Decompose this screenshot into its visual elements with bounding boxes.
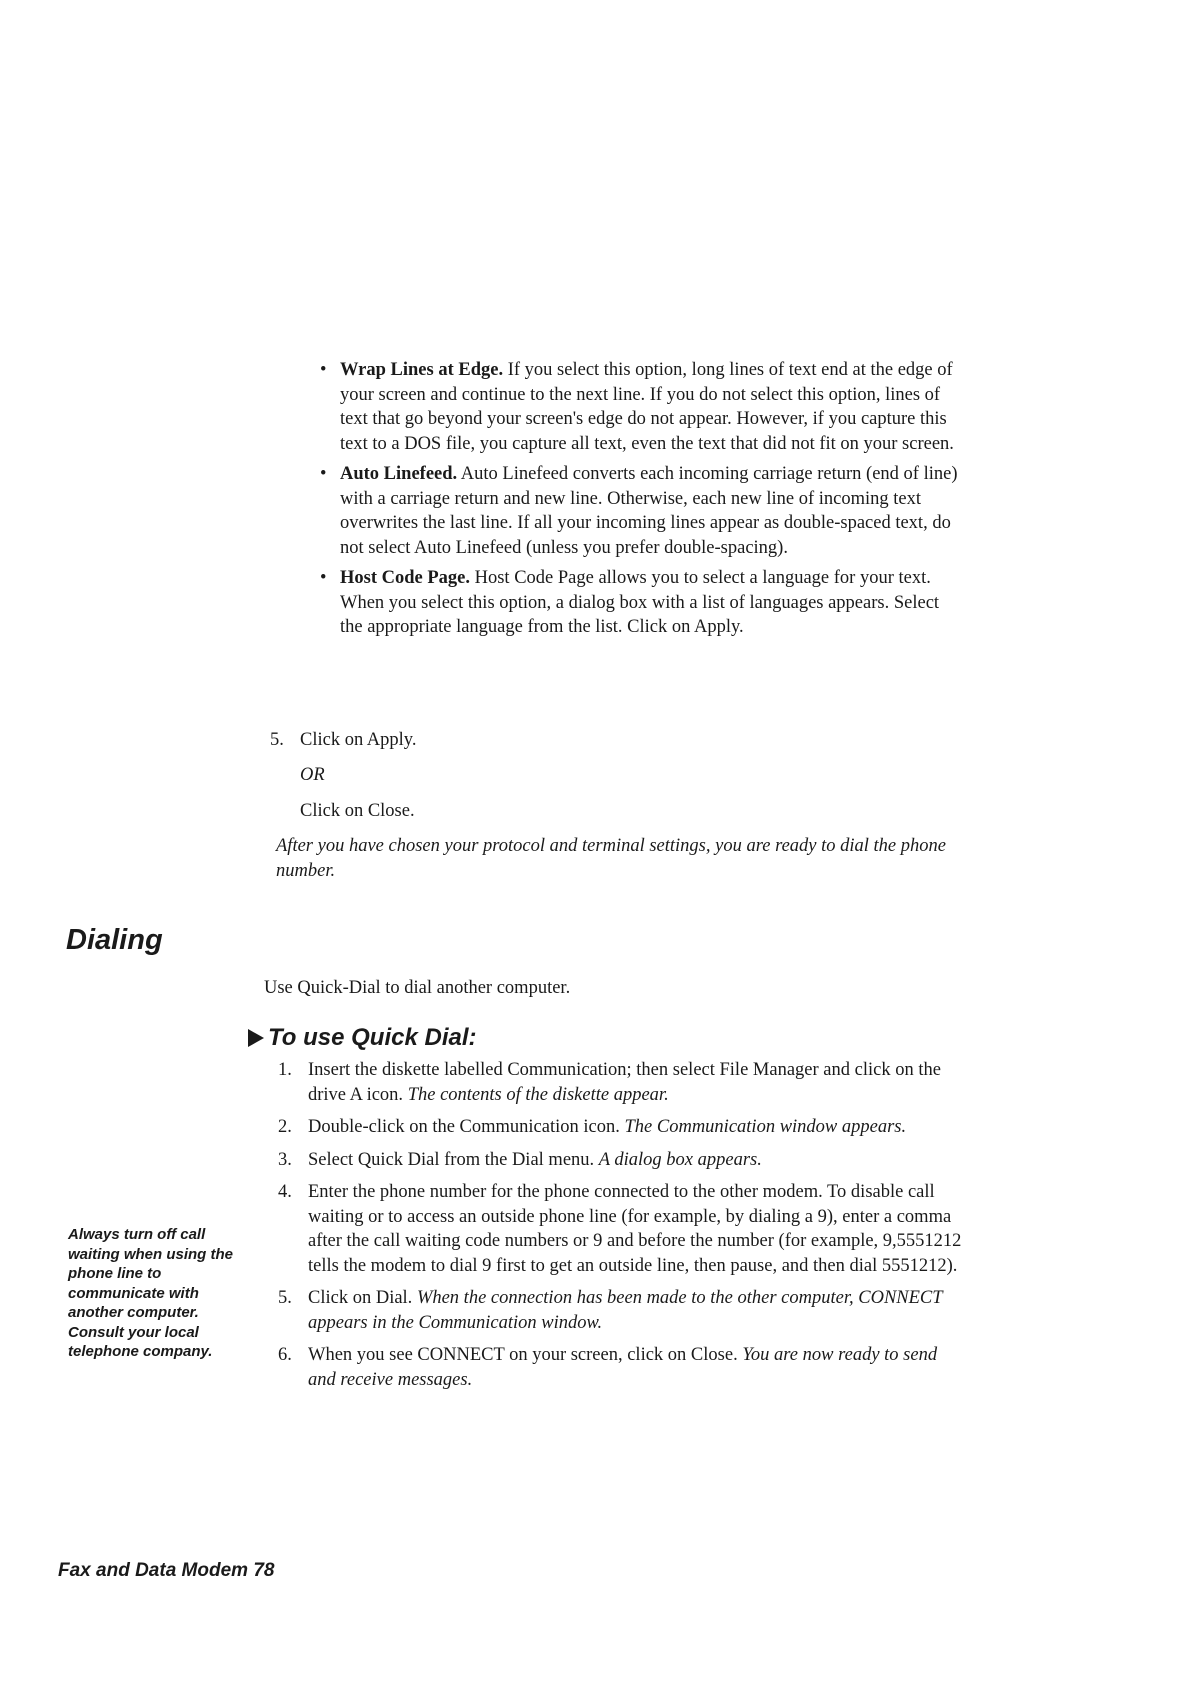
option-term: Wrap Lines at Edge. [340,360,504,380]
step-result: The Communication window appears. [624,1117,907,1137]
step-text: Enter the phone number for the phone connected to the other modem. To disable call waiting or to access an outside phone line (for example, by dialing a 9), enter a comma after the call waiting code numbers or 9 and before the number (for example, 9,5551212 tells the modem to dial 9 first to get an outside line, then pause, and then dial 5551212). [308,1182,962,1276]
procedure-steps [278,1058,968,1400]
step-text: Click on Dial. [308,1288,413,1308]
arrow-icon [248,1029,264,1047]
side-note: Always turn off call waiting when using the phone line to communicate with another computer. Consult your local telephone company. [68,1226,233,1360]
after-note: After you have chosen your protocol and terminal settings, you are ready to dial the phone number. [276,836,946,881]
procedure-heading [248,1024,477,1052]
option-text: Auto Linefeed converts each incoming carriage return (end of line) with a carriage return and new line. Otherwise, each new line of incoming text overwrites the last line. If all your incoming lines appear as double-spaced text, do not select Auto Linefeed (unless you prefer double-spacing). [340,464,958,558]
page-footer: Fax and Data Modem 78 [58,1560,275,1581]
step-number: 6. [278,1345,292,1365]
step-text: Double-click on the Communication icon. [308,1117,620,1137]
list-item [278,1115,968,1140]
step-number: 4. [278,1182,292,1202]
list-item [278,1148,968,1173]
step-number: 1. [278,1060,292,1080]
procedure-title: To use Quick Dial: [268,1024,477,1051]
step-text: Insert the diskette labelled Communication; then select File Manager and click on the drive A icon. [308,1060,941,1105]
step-alt-text: Click on Close. [300,801,415,821]
option-item: • Auto Linefeed. Auto Linefeed converts each incoming carriage return (end of line) with a carriage return and new line. Otherwise, each new line of incoming text overwrites the last line. If all your incoming lines appear as double-spaced text, do not select Auto Linefeed (unless you prefer double-spacing). [320,464,958,558]
step-result: The contents of the diskette appear. [407,1084,669,1105]
intro-text: Use Quick-Dial to dial another computer. [264,978,571,998]
option-text: Host Code Page allows you to select a language for your text. When you select this option, a dialog box with a list of languages appears. Select the appropriate language from the list. Click on Apply. [340,568,940,637]
step-number: 3. [278,1149,292,1170]
step-text: When you see CONNECT on your screen, click on Close. [308,1345,738,1365]
step-result: A dialog box appears. [598,1149,762,1170]
list-item [278,1343,968,1392]
step-result: When the connection has been made to the other computer, CONNECT appears in the Communication window. [308,1288,943,1333]
list-item [278,1180,968,1278]
step-number: 5. [270,730,284,750]
step-number: 2. [278,1117,292,1137]
or-label: OR [300,764,325,785]
option-text: If you select this option, long lines of text end at the edge of your screen and continue to the next line. If you do not select this option, lines of text that go beyond your screen's edge do not appear. However, if you capture this text to a DOS file, you capture all text, even the text that did not fit on your screen. [340,360,954,454]
step-number: 5. [278,1288,292,1308]
list-item [278,1058,968,1107]
option-item: • Wrap Lines at Edge. If you select this option, long lines of text end at the edge of your screen and continue to the next line. If you do not select this option, lines of text that go beyond your screen's edge do not appear. However, if you capture this text to a DOS file, you capture all text, even the text that did not fit on your screen. [320,360,954,454]
section-title: Dialing [66,924,163,956]
list-item [278,1286,968,1335]
step-5-block [270,728,870,824]
option-term: Host Code Page. [340,568,470,588]
options-list [312,358,962,646]
option-item: • Host Code Page. Host Code Page allows you to select a language for your text. When you select this option, a dialog box with a list of languages appears. Select the appropriate language from the list. Click on Apply. [320,568,940,637]
step-result: You are now ready to send and receive messages. [308,1345,938,1390]
step-text: Click on Apply. [300,730,417,750]
option-term: Auto Linefeed. [340,464,458,484]
step-text: Select Quick Dial from the Dial menu. [308,1149,595,1170]
